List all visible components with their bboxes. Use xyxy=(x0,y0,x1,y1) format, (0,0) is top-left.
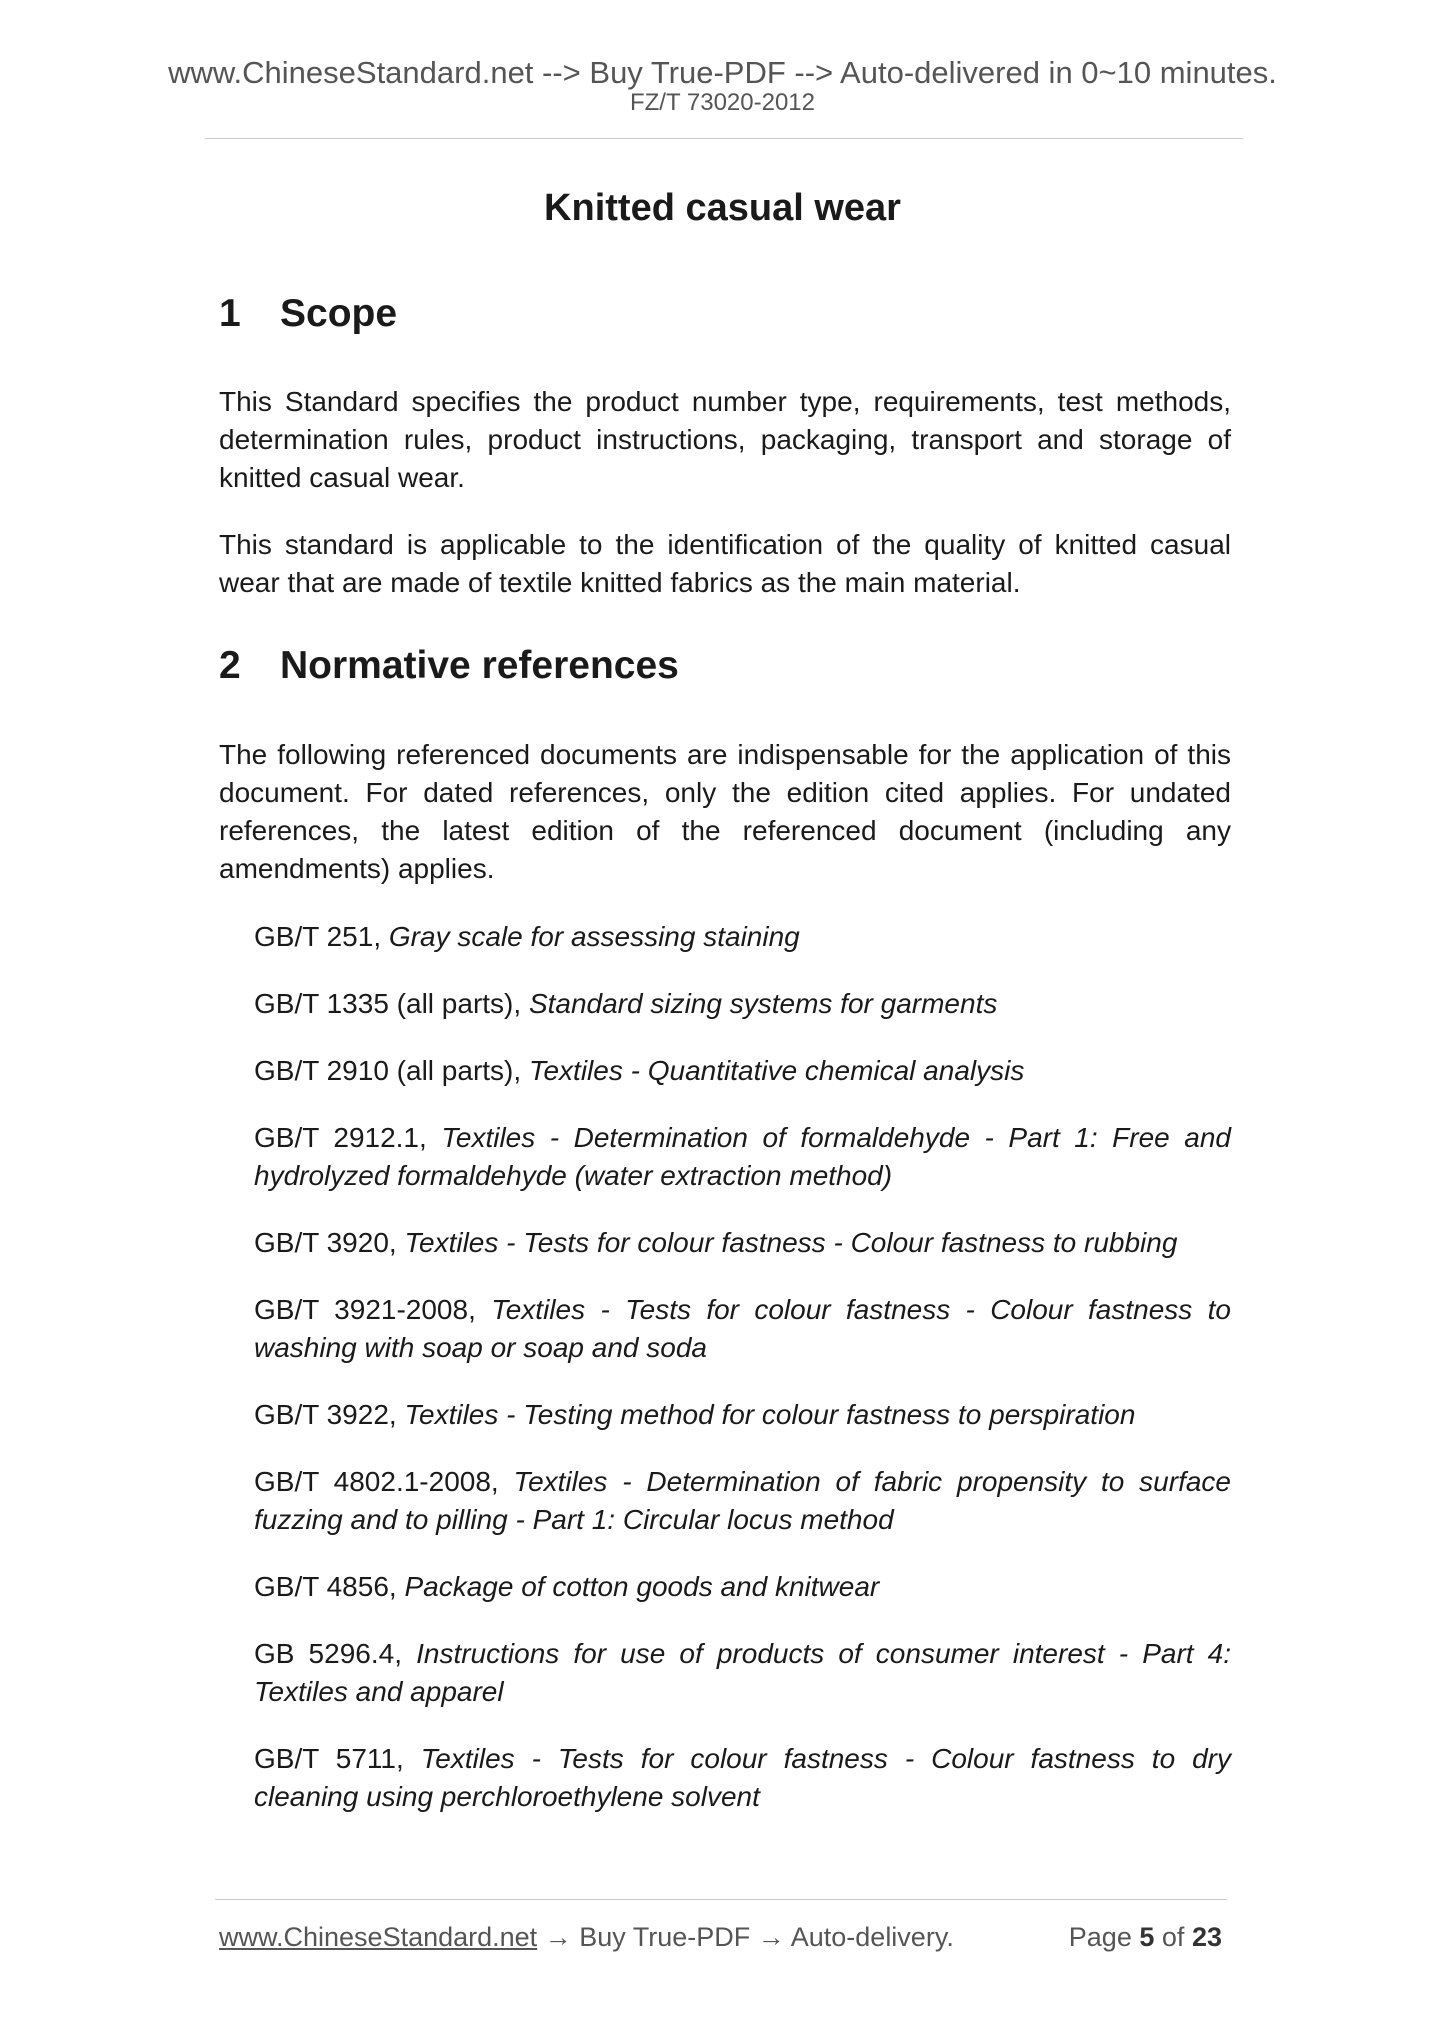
reference-code: GB 5296.4, xyxy=(254,1638,402,1669)
reference-code: GB/T 251, xyxy=(254,921,382,952)
reference-item xyxy=(254,1740,1231,1816)
footer-promo xyxy=(219,1921,954,1953)
reference-code: GB/T 3921-2008, xyxy=(254,1294,476,1325)
reference-item xyxy=(254,918,1231,956)
reference-code: GB/T 4856, xyxy=(254,1571,397,1602)
page-indicator xyxy=(1069,1921,1222,1953)
reference-code: GB/T 3922, xyxy=(254,1399,397,1430)
applicability-paragraph: This standard is applicable to the identification of the quality of knitted casual wear that are made of textile knitted fabrics as the main material. xyxy=(219,529,1231,598)
reference-code: GB/T 2912.1, xyxy=(254,1122,427,1153)
page-current: 5 xyxy=(1139,1922,1155,1952)
reference-title: Textiles - Testing method for colour fastness to perspiration xyxy=(404,1399,1136,1430)
footer-tagline: → Buy True-PDF → Auto-delivery. xyxy=(537,1922,954,1952)
scope-paragraph: This Standard specifies the product number type, requirements, test methods, determination rules, product instructions, packaging, transport and storage of knitted casual wear. xyxy=(219,386,1231,493)
section-title: Normative references xyxy=(280,644,679,687)
references-intro-paragraph: The following referenced documents are indispensable for the application of this document. For dated references, only the edition cited applies. For undated references, the latest edition of the referenced document (including any amendments) applies. xyxy=(219,739,1231,884)
standard-code: FZ/T 73020-2012 xyxy=(629,89,815,116)
header-banner: www.ChineseStandard.net --> Buy True-PDF --> Auto-delivered in 0~10 minutes. xyxy=(168,55,1277,90)
reference-title: Package of cotton goods and knitwear xyxy=(404,1571,880,1602)
page-of: of xyxy=(1161,1922,1185,1952)
reference-code: GB/T 5711, xyxy=(254,1743,404,1774)
reference-code: GB/T 4802.1-2008, xyxy=(254,1466,499,1497)
reference-title: Instructions for use of products of consumer interest - Part 4: Textiles and apparel xyxy=(254,1638,1232,1707)
reference-title: Textiles - Determination of formaldehyde - Part 1: Free and hydrolyzed formaldehyde (water extraction method) xyxy=(254,1122,1232,1191)
section-number: 2 xyxy=(219,644,241,687)
reference-item xyxy=(254,985,1231,1023)
reference-item xyxy=(254,1635,1231,1711)
reference-title: Textiles - Determination of fabric propensity to surface fuzzing and to pilling - Part 1: Circular locus method xyxy=(254,1466,1231,1535)
reference-item xyxy=(254,1291,1231,1367)
reference-code: GB/T 2910 (all parts), xyxy=(254,1055,522,1086)
reference-title: Textiles - Tests for colour fastness - Colour fastness to washing with soap or soap and soda xyxy=(254,1294,1231,1363)
reference-item xyxy=(254,1463,1231,1539)
page-label: Page xyxy=(1068,1922,1132,1952)
reference-code: GB/T 3920, xyxy=(254,1227,397,1258)
footer-site-link[interactable]: www.ChineseStandard.net xyxy=(219,1922,538,1952)
section-heading-scope xyxy=(219,292,397,336)
section-number: 1 xyxy=(219,292,241,335)
reference-title: Textiles - Tests for colour fastness - Colour fastness to rubbing xyxy=(404,1227,1178,1258)
reference-title: Gray scale for assessing staining xyxy=(388,921,800,952)
section-heading-normative-references xyxy=(219,644,679,688)
reference-item xyxy=(254,1119,1231,1195)
reference-title: Textiles - Quantitative chemical analysis xyxy=(528,1055,1025,1086)
page-total: 23 xyxy=(1191,1922,1222,1952)
header-divider xyxy=(205,138,1243,139)
reference-list xyxy=(254,918,1231,1845)
reference-item xyxy=(254,1396,1231,1434)
reference-code: GB/T 1335 (all parts), xyxy=(254,988,522,1019)
reference-item xyxy=(254,1052,1231,1090)
document-title: Knitted casual wear xyxy=(544,187,901,229)
reference-title: Standard sizing systems for garments xyxy=(528,988,998,1019)
reference-item xyxy=(254,1224,1231,1262)
footer-divider xyxy=(215,1899,1227,1900)
reference-title: Textiles - Tests for colour fastness - Colour fastness to dry cleaning using perchloroethylene solvent xyxy=(254,1743,1231,1812)
section-title: Scope xyxy=(280,292,398,335)
reference-item xyxy=(254,1568,1231,1606)
